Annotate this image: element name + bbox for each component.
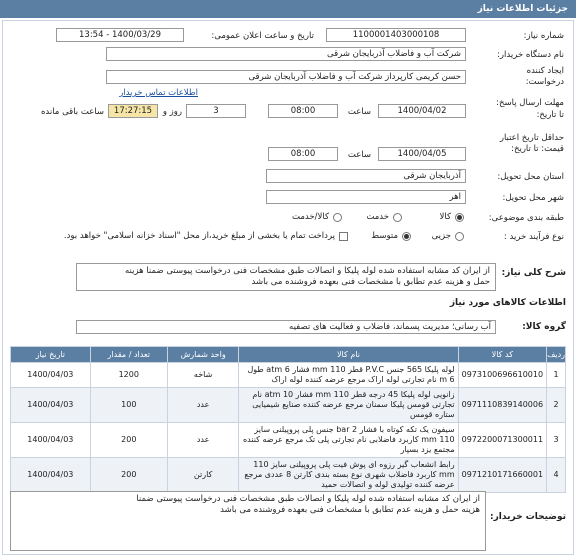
cell-name: لوله پلیکا 565 جنس P.V.C قطر 110 mm فشار 6 atm طول 6 m نام تجارتی لوله اراک مرجع عرضه کننده لوله اراک: [239, 363, 458, 388]
validity-label: حداقل تاریخ اعتبار: [499, 133, 564, 143]
cell-name: رابط انشعاب گیر رزوه ای پوش فیت پلی پروپیلنی سایز 110 mm کاربرد فاضلاب شهری نوع بسته بندی کارتن 8 عددی مرجع عرضه کننده تولیدی لوله و اتصالات حمید: [239, 458, 458, 493]
summary-text: [76, 263, 496, 291]
category-option-both: کالا/خدمت: [292, 212, 329, 222]
province-label: استان محل تحویل:: [497, 172, 564, 182]
table-row: [11, 458, 566, 493]
remaining-time-label: ساعت باقی مانده: [40, 107, 104, 117]
cell-date: 1400/04/03: [11, 423, 91, 458]
category-option-goods: کالا: [439, 212, 451, 222]
col-item-code: کد کالا: [458, 347, 546, 363]
goods-group-field: آب رسانی؛ مدیریت پسماند، فاضلاب و فعالیت های تصفیه: [76, 320, 496, 334]
cell-qty: 200: [90, 423, 167, 458]
cell-unit: عدد: [167, 423, 238, 458]
cell-qty: 100: [90, 388, 167, 423]
goods-group-label: گروه کالا:: [522, 322, 566, 332]
cell-idx: 4: [547, 458, 566, 493]
remaining-time-field: 17:27:15: [108, 104, 158, 118]
city-label: شهر محل تحویل:: [502, 193, 564, 203]
validity-time-label: ساعت: [347, 150, 371, 160]
need-number-field: 1100001403000108: [326, 28, 466, 42]
validity-label-2: قیمت: تا تاریخ:: [511, 144, 564, 154]
buyer-field: شرکت آب و فاضلاب آذربایجان شرقی: [106, 47, 466, 61]
cell-idx: 1: [547, 363, 566, 388]
cell-unit: کارتن: [167, 458, 238, 493]
need-number-label: شماره نیاز:: [523, 31, 564, 41]
reply-deadline-label-2: تا تاریخ:: [536, 110, 564, 120]
summary-label: شرح کلی نیاز:: [501, 268, 566, 278]
col-row-number: ردیف: [547, 347, 566, 363]
cell-name: زانویی لوله پلیکا 45 درجه قطر 110 mm فشار 10 atm نام تجارتی قومس پلیکا سمنان مرجع عرضه کننده صنایع شیمیایی ستاره قومس: [239, 388, 458, 423]
cell-code: 0971110839140006: [458, 388, 546, 423]
cell-qty: 1200: [90, 363, 167, 388]
table-row: [11, 363, 566, 388]
process-radio-medium[interactable]: [402, 232, 411, 241]
cell-unit: شاخه: [167, 363, 238, 388]
page-header: جزئیات اطلاعات نیاز: [0, 0, 576, 18]
summary-line-2: حمل و هزینه عدم تطابق با مشخصات فنی بعهده فروشنده می باشد: [251, 277, 490, 287]
category-radio-both[interactable]: [333, 213, 342, 222]
process-radio-minor[interactable]: [455, 232, 464, 241]
reply-days-field: 3: [186, 104, 246, 118]
creator-label-2: درخواست:: [525, 77, 564, 87]
province-field: آذربایجان شرقی: [266, 169, 466, 183]
cell-date: 1400/04/03: [11, 458, 91, 493]
buyer-notes-label: توضیحات خریدار:: [490, 512, 566, 522]
reply-time-field: 08:00: [268, 104, 338, 118]
category-option-service: خدمت: [366, 212, 389, 222]
table-row: [11, 423, 566, 458]
treasury-payment-checkbox[interactable]: [339, 232, 348, 241]
cell-idx: 2: [547, 388, 566, 423]
cell-code: 0971210171660001: [458, 458, 546, 493]
city-field: اهر: [266, 190, 466, 204]
reply-time-label: ساعت: [347, 107, 371, 117]
cell-idx: 3: [547, 423, 566, 458]
category-radio-goods[interactable]: [455, 213, 464, 222]
table-row: [11, 388, 566, 423]
cell-unit: عدد: [167, 388, 238, 423]
table-header-row: [11, 347, 566, 363]
goods-section-title: اطلاعات کالاهای مورد نیاز: [449, 298, 566, 308]
cell-date: 1400/04/03: [11, 363, 91, 388]
process-option-medium: متوسط: [371, 231, 398, 241]
validity-date-field: 1400/04/05: [378, 147, 466, 161]
col-need-date: تاریخ نیاز: [11, 347, 91, 363]
buyer-contact-link[interactable]: اطلاعات تماس خریدار: [119, 88, 198, 98]
reply-deadline-label: مهلت ارسال پاسخ:: [496, 98, 564, 108]
validity-time-field: 08:00: [268, 147, 338, 161]
process-label: نوع فرآیند خرید :: [503, 232, 564, 242]
col-quantity: تعداد / مقدار: [90, 347, 167, 363]
cell-date: 1400/04/03: [11, 388, 91, 423]
creator-label: ایجاد کننده: [526, 66, 564, 76]
process-option-minor: جزیی: [431, 231, 451, 241]
reply-date-field: 1400/04/02: [378, 104, 466, 118]
col-unit: واحد شمارش: [167, 347, 238, 363]
summary-line-1: از ایران کد مشابه استفاده شده لوله پلیکا و اتصالات طبق مشخصات فنی درخواست پیوستی ضمنا هزینه: [124, 266, 490, 276]
buyer-label: نام دستگاه خریدار:: [497, 50, 564, 60]
cell-code: 0972200071300011: [458, 423, 546, 458]
goods-table: [10, 346, 566, 493]
category-radio-service[interactable]: [393, 213, 402, 222]
cell-name: سیفون یک تکه کوتاه با فشار 2 bar جنس پلی پروپیلنی سایز 110 mm کاربرد فاضلابی نام تجارتی پلی تک مرجع عرضه کننده مجتمع یزد بسپار: [239, 423, 458, 458]
reply-days-label: روز و: [162, 107, 182, 117]
notes-line-1: از ایران کد مشابه استفاده شده لوله پلیکا و اتصالات طبق مشخصات فنی درخواست پیوستی ضمنا: [136, 494, 480, 504]
creator-field: حسن کریمی کارپرداز شرکت آب و فاضلاب آذربایجان شرقی: [106, 70, 466, 84]
category-label: طبقه بندی موضوعی:: [488, 213, 564, 223]
treasury-payment-note: پرداخت تمام یا بخشی از مبلغ خرید،از محل "اسناد خزانه اسلامی" خواهد بود.: [63, 231, 335, 241]
announce-field: 1400/03/29 - 13:54: [56, 28, 184, 42]
announce-label: تاریخ و ساعت اعلان عمومی:: [211, 31, 314, 41]
col-item-name: نام کالا: [239, 347, 458, 363]
buyer-notes-text: [10, 491, 486, 551]
notes-line-2: هزینه حمل و هزینه عدم تطابق با مشخصات فنی بعهده فروشنده می باشد: [220, 505, 480, 515]
cell-code: 0973100696610010: [458, 363, 546, 388]
cell-qty: 200: [90, 458, 167, 493]
